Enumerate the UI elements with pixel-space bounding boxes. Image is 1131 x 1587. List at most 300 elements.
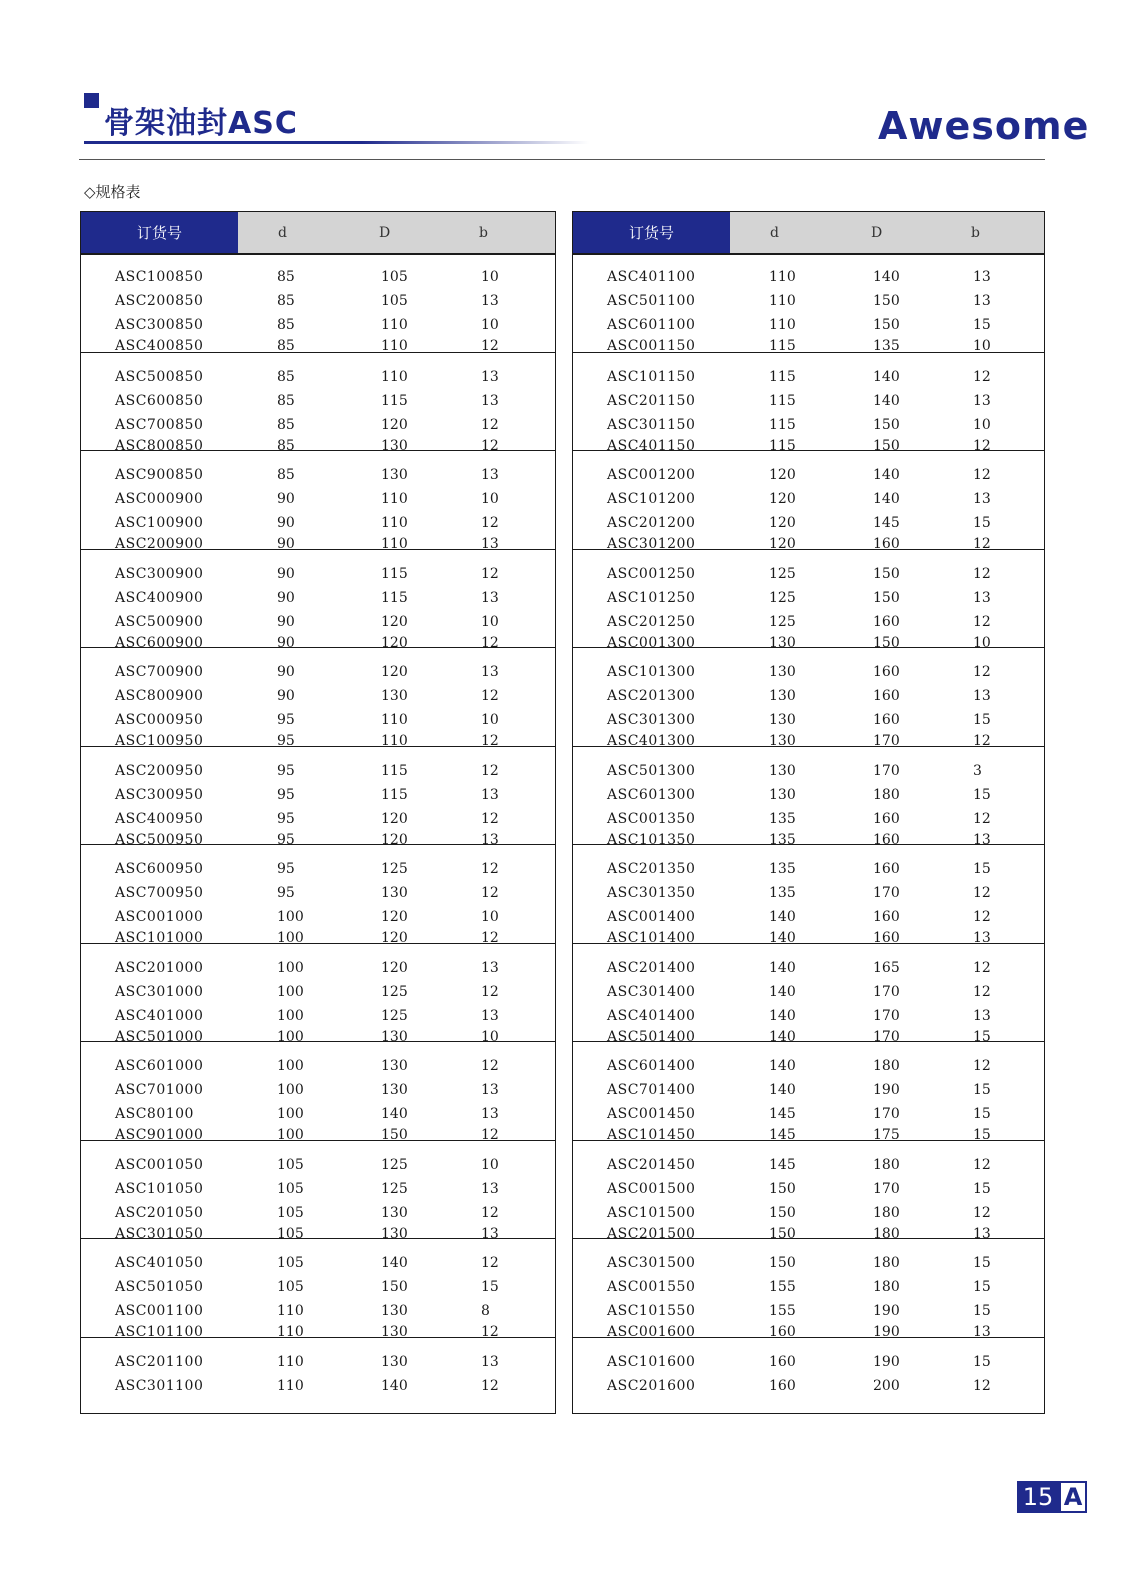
row-group	[573, 352, 1044, 452]
cell-outer-D: 125	[381, 861, 408, 877]
cell-code: ASC501300	[607, 762, 696, 779]
cell-d: 130	[769, 664, 796, 680]
cell-b: 12	[973, 733, 991, 749]
cell-d: 100	[277, 983, 304, 1000]
cell-d: 110	[277, 1353, 304, 1370]
cell-b: 10	[481, 317, 499, 333]
cell-d: 110	[277, 1303, 304, 1319]
cell-outer-D: 160	[873, 688, 900, 704]
cell-outer-D: 180	[873, 786, 900, 803]
cell-d: 105	[277, 1156, 304, 1173]
cell-outer-D: 130	[381, 1225, 408, 1242]
cell-d: 105	[277, 1225, 304, 1242]
cell-b: 12	[481, 338, 499, 354]
cell-code: ASC201400	[607, 959, 696, 976]
cell-outer-D: 160	[873, 712, 900, 728]
cell-d: 85	[277, 392, 295, 409]
cell-outer-D: 140	[873, 392, 900, 409]
cell-b: 13	[481, 1225, 499, 1242]
cell-outer-D: 150	[873, 416, 900, 433]
cell-d: 85	[277, 338, 295, 354]
cell-d: 90	[277, 634, 295, 651]
row-group	[81, 352, 555, 452]
cell-outer-D: 110	[381, 368, 408, 385]
column-header-d: d	[278, 224, 287, 241]
cell-b: 8	[481, 1303, 490, 1319]
cell-code: ASC000900	[115, 491, 204, 507]
table-row	[573, 686, 1044, 706]
cell-d: 100	[277, 1007, 304, 1024]
column-header-D: D	[871, 224, 883, 241]
table-row	[573, 315, 1044, 335]
cell-b: 12	[481, 688, 499, 704]
cell-d: 140	[769, 1007, 796, 1024]
table-row	[81, 1104, 555, 1124]
cell-b: 13	[481, 831, 499, 848]
cell-d: 90	[277, 613, 295, 630]
cell-code: ASC001200	[607, 467, 696, 483]
cell-code: ASC201100	[115, 1353, 204, 1370]
cell-b: 10	[481, 491, 499, 507]
row-group	[573, 746, 1044, 846]
cell-b: 15	[973, 861, 991, 877]
table-row	[573, 785, 1044, 805]
cell-outer-D: 115	[381, 392, 408, 409]
table-row	[573, 883, 1044, 903]
cell-code: ASC101350	[607, 831, 696, 848]
cell-d: 110	[769, 317, 796, 333]
cell-b: 12	[481, 1255, 499, 1271]
table-row	[81, 982, 555, 1002]
cell-b: 13	[481, 1353, 499, 1370]
cell-code: ASC901000	[115, 1127, 204, 1143]
cell-code: ASC501000	[115, 1028, 204, 1045]
cell-outer-D: 170	[873, 1180, 900, 1197]
table-row	[81, 883, 555, 903]
cell-d: 115	[769, 392, 796, 409]
cell-b: 12	[973, 983, 991, 1000]
cell-b: 13	[481, 786, 499, 803]
cell-code: ASC301500	[607, 1255, 696, 1271]
cell-code: ASC301400	[607, 983, 696, 1000]
cell-b: 13	[973, 1007, 991, 1024]
cell-code: ASC001000	[115, 909, 204, 925]
cell-outer-D: 130	[381, 1082, 408, 1098]
table-row	[81, 1253, 555, 1273]
cell-b: 12	[973, 437, 991, 454]
section-label: ◇规格表	[84, 183, 141, 201]
cell-code: ASC600950	[115, 861, 204, 877]
table-row	[573, 1179, 1044, 1199]
cell-b: 12	[481, 1324, 499, 1340]
cell-code: ASC101050	[115, 1180, 204, 1197]
cell-code: ASC200900	[115, 536, 204, 552]
cell-code: ASC601400	[607, 1058, 696, 1074]
row-group	[573, 1337, 1044, 1437]
cell-code: ASC401150	[607, 437, 696, 454]
cell-d: 90	[277, 515, 295, 531]
table-row	[81, 564, 555, 584]
cell-d: 130	[769, 634, 796, 651]
cell-b: 15	[973, 515, 991, 531]
cell-code: ASC001050	[115, 1156, 204, 1173]
cell-outer-D: 125	[381, 1007, 408, 1024]
table-row	[81, 785, 555, 805]
title-marker-square	[84, 93, 99, 108]
cell-outer-D: 160	[873, 930, 900, 946]
cell-b: 13	[973, 269, 991, 285]
cell-d: 140	[769, 983, 796, 1000]
cell-code: ASC001600	[607, 1324, 696, 1340]
cell-outer-D: 140	[873, 269, 900, 285]
table-row	[81, 1056, 555, 1076]
cell-outer-D: 110	[381, 515, 408, 531]
title-underline	[84, 141, 589, 144]
cell-outer-D: 180	[873, 1279, 900, 1295]
cell-d: 105	[277, 1255, 304, 1271]
cell-outer-D: 150	[873, 634, 900, 651]
cell-d: 100	[277, 959, 304, 976]
cell-b: 12	[481, 416, 499, 433]
cell-d: 145	[769, 1156, 796, 1173]
cell-b: 10	[973, 416, 991, 433]
cell-d: 85	[277, 269, 295, 285]
cell-d: 140	[769, 909, 796, 925]
cell-outer-D: 110	[381, 317, 408, 333]
cell-outer-D: 190	[873, 1324, 900, 1340]
cell-b: 12	[973, 1204, 991, 1221]
cell-d: 95	[277, 831, 295, 848]
cell-code: ASC301350	[607, 885, 696, 901]
cell-d: 90	[277, 491, 295, 507]
cell-b: 12	[973, 368, 991, 385]
cell-b: 12	[481, 1058, 499, 1074]
cell-outer-D: 110	[381, 712, 408, 728]
row-group	[81, 943, 555, 1043]
row-group	[81, 746, 555, 846]
cell-d: 105	[277, 1279, 304, 1295]
table-row	[81, 612, 555, 632]
cell-code: ASC101200	[607, 491, 696, 507]
cell-code: ASC100950	[115, 733, 204, 749]
cell-code: ASC201050	[115, 1204, 204, 1221]
cell-b: 13	[481, 1106, 499, 1122]
cell-d: 150	[769, 1255, 796, 1271]
cell-code: ASC001300	[607, 634, 696, 651]
cell-outer-D: 125	[381, 1180, 408, 1197]
table-row	[81, 291, 555, 311]
cell-code: ASC80100	[115, 1106, 194, 1122]
cell-b: 15	[973, 1028, 991, 1045]
cell-outer-D: 160	[873, 613, 900, 630]
table-row	[573, 907, 1044, 927]
cell-outer-D: 165	[873, 959, 900, 976]
cell-d: 85	[277, 317, 295, 333]
table-row	[573, 291, 1044, 311]
cell-d: 100	[277, 1127, 304, 1143]
table-row	[573, 612, 1044, 632]
cell-outer-D: 150	[873, 317, 900, 333]
cell-b: 13	[481, 368, 499, 385]
table-row	[573, 1352, 1044, 1372]
cell-code: ASC100850	[115, 269, 204, 285]
cell-code: ASC400900	[115, 589, 204, 606]
cell-code: ASC200850	[115, 293, 204, 309]
cell-d: 130	[769, 733, 796, 749]
cell-outer-D: 120	[381, 959, 408, 976]
cell-outer-D: 120	[381, 416, 408, 433]
cell-code: ASC201350	[607, 861, 696, 877]
cell-b: 15	[973, 1303, 991, 1319]
cell-code: ASC101300	[607, 664, 696, 680]
cell-outer-D: 150	[873, 293, 900, 309]
cell-b: 13	[973, 1225, 991, 1242]
cell-d: 130	[769, 712, 796, 728]
row-group	[81, 844, 555, 944]
cell-d: 135	[769, 885, 796, 901]
cell-d: 95	[277, 810, 295, 827]
cell-b: 15	[973, 786, 991, 803]
table-row	[573, 588, 1044, 608]
cell-code: ASC500950	[115, 831, 204, 848]
cell-d: 150	[769, 1180, 796, 1197]
cell-outer-D: 120	[381, 613, 408, 630]
cell-d: 120	[769, 536, 796, 552]
table-row	[81, 809, 555, 829]
cell-b: 12	[481, 437, 499, 454]
cell-code: ASC600850	[115, 392, 204, 409]
row-group	[573, 1140, 1044, 1240]
table-row	[81, 686, 555, 706]
cell-d: 100	[277, 1058, 304, 1074]
cell-code: ASC401050	[115, 1255, 204, 1271]
cell-code: ASC001550	[607, 1279, 696, 1295]
cell-outer-D: 160	[873, 831, 900, 848]
cell-outer-D: 140	[873, 368, 900, 385]
column-header-D: D	[379, 224, 391, 241]
cell-d: 125	[769, 589, 796, 606]
cell-d: 135	[769, 831, 796, 848]
cell-outer-D: 170	[873, 1007, 900, 1024]
cell-d: 140	[769, 930, 796, 946]
table-row	[81, 1080, 555, 1100]
table-row	[81, 1203, 555, 1223]
cell-outer-D: 120	[381, 664, 408, 680]
table-row	[81, 958, 555, 978]
table-row	[573, 1376, 1044, 1396]
cell-b: 12	[481, 762, 499, 779]
table-row	[573, 1056, 1044, 1076]
table-row	[573, 267, 1044, 287]
row-group	[573, 549, 1044, 649]
cell-b: 10	[481, 1156, 499, 1173]
table-row	[573, 662, 1044, 682]
cell-code: ASC401400	[607, 1007, 696, 1024]
cell-code: ASC700900	[115, 664, 204, 680]
row-group	[573, 943, 1044, 1043]
cell-code: ASC101250	[607, 589, 696, 606]
cell-b: 12	[481, 634, 499, 651]
cell-outer-D: 190	[873, 1303, 900, 1319]
cell-code: ASC101500	[607, 1204, 696, 1221]
cell-d: 85	[277, 416, 295, 433]
cell-code: ASC001150	[607, 338, 696, 354]
cell-b: 12	[973, 467, 991, 483]
table-row	[81, 367, 555, 387]
cell-outer-D: 180	[873, 1204, 900, 1221]
cell-b: 13	[481, 959, 499, 976]
cell-d: 155	[769, 1279, 796, 1295]
cell-code: ASC401000	[115, 1007, 204, 1024]
cell-d: 160	[769, 1377, 796, 1394]
cell-code: ASC101400	[607, 930, 696, 946]
cell-d: 100	[277, 1106, 304, 1122]
cell-outer-D: 160	[873, 909, 900, 925]
table-body	[81, 253, 555, 1413]
table-row	[573, 982, 1044, 1002]
column-header-code: 订货号	[81, 212, 238, 253]
cell-d: 85	[277, 437, 295, 454]
cell-code: ASC601100	[607, 317, 696, 333]
cell-b: 10	[481, 1028, 499, 1045]
table-row	[573, 367, 1044, 387]
column-header-b: b	[479, 224, 488, 241]
table-row	[81, 267, 555, 287]
cell-outer-D: 110	[381, 733, 408, 749]
row-group	[573, 647, 1044, 747]
cell-outer-D: 135	[873, 338, 900, 354]
cell-outer-D: 160	[873, 810, 900, 827]
cell-b: 13	[973, 688, 991, 704]
cell-b: 12	[481, 1377, 499, 1394]
row-group	[81, 1041, 555, 1141]
cell-outer-D: 130	[381, 688, 408, 704]
cell-outer-D: 120	[381, 634, 408, 651]
cell-d: 140	[769, 959, 796, 976]
cell-outer-D: 130	[381, 885, 408, 901]
cell-code: ASC201500	[607, 1225, 696, 1242]
cell-outer-D: 105	[381, 293, 408, 309]
cell-code: ASC201450	[607, 1156, 696, 1173]
cell-b: 10	[481, 909, 499, 925]
cell-code: ASC400850	[115, 338, 204, 354]
cell-d: 90	[277, 688, 295, 704]
page-number: 15	[1017, 1481, 1059, 1513]
table-row	[573, 809, 1044, 829]
cell-outer-D: 130	[381, 1303, 408, 1319]
cell-b: 10	[481, 712, 499, 728]
cell-d: 135	[769, 861, 796, 877]
cell-b: 12	[481, 565, 499, 582]
cell-outer-D: 120	[381, 831, 408, 848]
cell-code: ASC000950	[115, 712, 204, 728]
cell-code: ASC101600	[607, 1353, 696, 1370]
row-group	[573, 1238, 1044, 1338]
cell-d: 100	[277, 1082, 304, 1098]
cell-outer-D: 105	[381, 269, 408, 285]
cell-b: 13	[481, 293, 499, 309]
cell-d: 160	[769, 1353, 796, 1370]
cell-d: 110	[769, 269, 796, 285]
table-row	[81, 391, 555, 411]
cell-d: 100	[277, 909, 304, 925]
row-group	[81, 253, 555, 352]
cell-b: 13	[973, 491, 991, 507]
table-row	[81, 513, 555, 533]
table-row	[573, 564, 1044, 584]
table-row	[573, 1006, 1044, 1026]
cell-d: 100	[277, 1028, 304, 1045]
row-group	[81, 450, 555, 550]
cell-b: 12	[973, 885, 991, 901]
cell-d: 155	[769, 1303, 796, 1319]
table-row	[81, 662, 555, 682]
cell-code: ASC101100	[115, 1324, 204, 1340]
cell-d: 150	[769, 1204, 796, 1221]
row-group	[573, 253, 1044, 352]
cell-outer-D: 140	[873, 491, 900, 507]
cell-outer-D: 160	[873, 664, 900, 680]
table-row	[81, 1006, 555, 1026]
table-row	[81, 1179, 555, 1199]
table-row	[81, 588, 555, 608]
cell-b: 13	[481, 467, 499, 483]
cell-d: 115	[769, 416, 796, 433]
cell-b: 13	[481, 1082, 499, 1098]
table-row	[573, 710, 1044, 730]
cell-outer-D: 170	[873, 762, 900, 779]
table-body	[573, 253, 1044, 1413]
cell-b: 3	[973, 762, 982, 779]
cell-b: 13	[481, 392, 499, 409]
cell-code: ASC101150	[607, 368, 696, 385]
cell-code: ASC201150	[607, 392, 696, 409]
cell-b: 15	[973, 1255, 991, 1271]
cell-b: 13	[481, 536, 499, 552]
cell-outer-D: 140	[381, 1377, 408, 1394]
cell-code: ASC600900	[115, 634, 204, 651]
cell-code: ASC001350	[607, 810, 696, 827]
table-row	[81, 1376, 555, 1396]
page-number-badge	[1017, 1481, 1087, 1513]
cell-code: ASC500850	[115, 368, 204, 385]
cell-b: 15	[973, 1127, 991, 1143]
table-row	[573, 513, 1044, 533]
cell-outer-D: 115	[381, 762, 408, 779]
cell-b: 12	[481, 930, 499, 946]
cell-b: 13	[973, 1324, 991, 1340]
cell-code: ASC001500	[607, 1180, 696, 1197]
cell-code: ASC001450	[607, 1106, 696, 1122]
cell-outer-D: 140	[873, 467, 900, 483]
cell-b: 13	[481, 589, 499, 606]
cell-code: ASC100900	[115, 515, 204, 531]
cell-d: 140	[769, 1058, 796, 1074]
cell-code: ASC601300	[607, 786, 696, 803]
table-row	[573, 1080, 1044, 1100]
cell-b: 10	[973, 634, 991, 651]
table-row	[573, 1277, 1044, 1297]
cell-outer-D: 130	[381, 1353, 408, 1370]
table-header	[81, 212, 555, 255]
cell-outer-D: 110	[381, 491, 408, 507]
cell-outer-D: 120	[381, 909, 408, 925]
table-row	[81, 1301, 555, 1321]
cell-outer-D: 115	[381, 786, 408, 803]
cell-outer-D: 180	[873, 1255, 900, 1271]
cell-code: ASC101550	[607, 1303, 696, 1319]
row-group	[81, 1140, 555, 1240]
